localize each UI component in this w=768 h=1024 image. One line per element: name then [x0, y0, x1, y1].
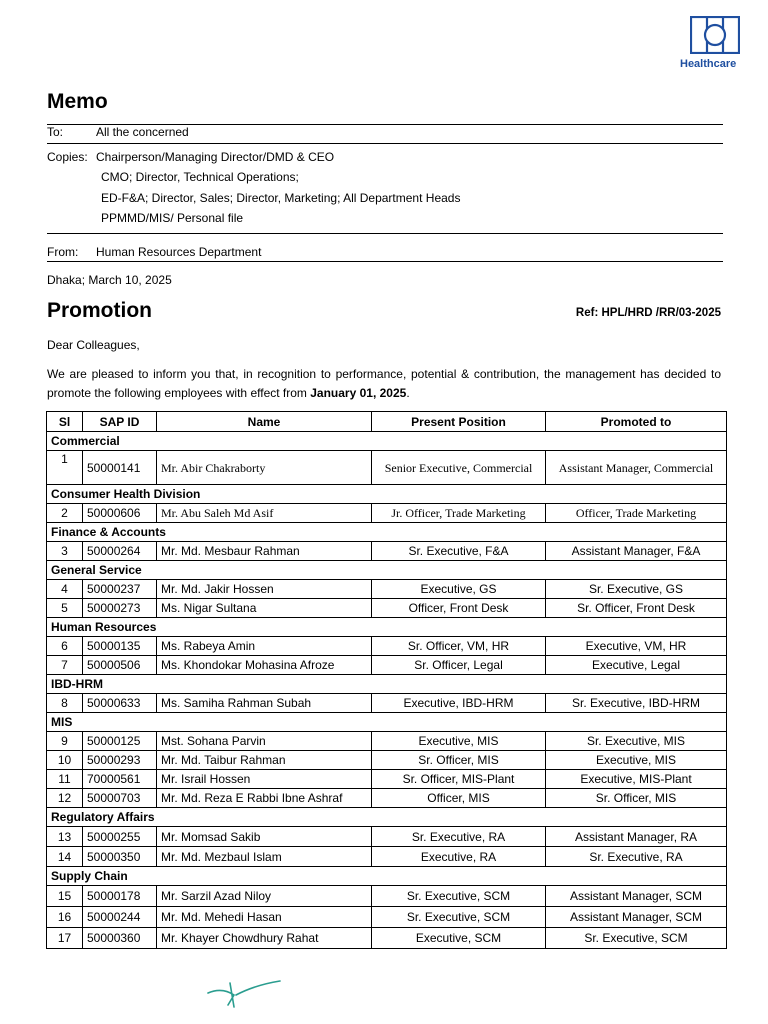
cell-sap-id: 50000125: [83, 732, 157, 751]
to-label: To:: [47, 125, 64, 139]
group-row: [47, 675, 727, 694]
copies-line: PPMMD/MIS/ Personal file: [101, 211, 244, 225]
cell-promoted-to: Executive, MIS: [546, 751, 727, 770]
table-row: [47, 907, 727, 928]
cell-present-position: Executive, IBD-HRM: [372, 694, 546, 713]
body-paragraph: [47, 365, 721, 403]
cell-sap-id: 50000606: [83, 504, 157, 523]
table-row: [47, 827, 727, 847]
group-label: Regulatory Affairs: [47, 808, 727, 827]
divider: [47, 143, 723, 144]
cell-sl: 15: [47, 886, 83, 907]
cell-present-position: Sr. Executive, SCM: [372, 886, 546, 907]
cell-promoted-to: Sr. Executive, GS: [546, 580, 727, 599]
group-row: [47, 561, 727, 580]
table-row: [47, 637, 727, 656]
header-promoted-to: Promoted to: [546, 412, 727, 432]
cell-name: Mr. Khayer Chowdhury Rahat: [157, 928, 372, 949]
cell-present-position: Sr. Executive, SCM: [372, 907, 546, 928]
cell-name: Mr. Abu Saleh Md Asif: [157, 504, 372, 523]
table-row: [47, 451, 727, 485]
header-sl: Sl: [47, 412, 83, 432]
reference-number: Ref: HPL/HRD /RR/03-2025: [575, 307, 721, 319]
cell-promoted-to: Sr. Executive, MIS: [546, 732, 727, 751]
cell-sl: 6: [47, 637, 83, 656]
memo-date: Dhaka; March 10, 2025: [47, 273, 172, 287]
cell-present-position: Executive, GS: [372, 580, 546, 599]
header-present-position: Present Position: [372, 412, 546, 432]
copies-label: Copies:: [47, 150, 88, 164]
cell-sap-id: 50000141: [83, 451, 157, 485]
signature-icon: [200, 975, 290, 1015]
copies-line: ED-F&A; Director, Sales; Director, Marketing; All Department Heads: [101, 191, 461, 205]
cell-name: Ms. Khondokar Mohasina Afroze: [157, 656, 372, 675]
body-end: .: [406, 386, 410, 400]
cell-present-position: Officer, Front Desk: [372, 599, 546, 618]
cell-name: Ms. Nigar Sultana: [157, 599, 372, 618]
cell-sl: 17: [47, 928, 83, 949]
cell-present-position: Senior Executive, Commercial: [372, 451, 546, 485]
table-row: [47, 580, 727, 599]
cell-present-position: Executive, MIS: [372, 732, 546, 751]
promotion-title: Promotion: [47, 299, 152, 322]
cell-sap-id: 50000178: [83, 886, 157, 907]
body-text: We are pleased to inform you that, in recognition to performance, potential & contribution, the management has decided to promote the following employees with effect from: [47, 367, 721, 400]
cell-name: Mr. Md. Reza E Rabbi Ibne Ashraf: [157, 789, 372, 808]
header-sap-id: SAP ID: [83, 412, 157, 432]
table-row: [47, 928, 727, 949]
cell-name: Mr. Sarzil Azad Niloy: [157, 886, 372, 907]
cell-sap-id: 50000244: [83, 907, 157, 928]
cell-name: Mst. Sohana Parvin: [157, 732, 372, 751]
group-label: Human Resources: [47, 618, 727, 637]
cell-present-position: Sr. Executive, F&A: [372, 542, 546, 561]
divider: [47, 233, 723, 234]
cell-sl: 13: [47, 827, 83, 847]
cell-sap-id: 50000350: [83, 847, 157, 867]
group-row: [47, 808, 727, 827]
cell-present-position: Sr. Officer, MIS: [372, 751, 546, 770]
table-row: [47, 886, 727, 907]
group-label: MIS: [47, 713, 727, 732]
group-row: [47, 523, 727, 542]
cell-sl: 2: [47, 504, 83, 523]
cell-promoted-to: Assistant Manager, SCM: [546, 886, 727, 907]
from-label: From:: [47, 245, 79, 259]
cell-sap-id: 50000703: [83, 789, 157, 808]
cell-promoted-to: Executive, Legal: [546, 656, 727, 675]
promotion-table: [46, 411, 727, 949]
cell-present-position: Officer, MIS: [372, 789, 546, 808]
cell-sl: 4: [47, 580, 83, 599]
cell-present-position: Sr. Officer, MIS-Plant: [372, 770, 546, 789]
group-row: [47, 713, 727, 732]
cell-promoted-to: Assistant Manager, SCM: [546, 907, 727, 928]
group-row: [47, 867, 727, 886]
cell-sl: 8: [47, 694, 83, 713]
cell-sl: 10: [47, 751, 83, 770]
cell-promoted-to: Officer, Trade Marketing: [546, 504, 727, 523]
cell-sl: 14: [47, 847, 83, 867]
cell-present-position: Sr. Officer, VM, HR: [372, 637, 546, 656]
cell-name: Mr. Momsad Sakib: [157, 827, 372, 847]
table-row: [47, 599, 727, 618]
cell-name: Ms. Samiha Rahman Subah: [157, 694, 372, 713]
cell-name: Mr. Md. Mehedi Hasan: [157, 907, 372, 928]
cell-name: Mr. Md. Mesbaur Rahman: [157, 542, 372, 561]
from-value: Human Resources Department: [96, 245, 262, 259]
cell-name: Mr. Abir Chakraborty: [157, 451, 372, 485]
cell-present-position: Sr. Officer, Legal: [372, 656, 546, 675]
cell-name: Mr. Md. Taibur Rahman: [157, 751, 372, 770]
cell-name: Mr. Md. Mezbaul Islam: [157, 847, 372, 867]
cell-sap-id: 50000255: [83, 827, 157, 847]
header-name: Name: [157, 412, 372, 432]
cell-present-position: Executive, SCM: [372, 928, 546, 949]
group-label: Finance & Accounts: [47, 523, 727, 542]
cell-promoted-to: Sr. Executive, RA: [546, 847, 727, 867]
table-row: [47, 694, 727, 713]
table-row: [47, 542, 727, 561]
to-value: All the concerned: [96, 125, 189, 139]
cell-present-position: Sr. Executive, RA: [372, 827, 546, 847]
effective-date: January 01, 2025: [310, 386, 407, 400]
cell-promoted-to: Executive, VM, HR: [546, 637, 727, 656]
healthcare-logo-icon: [690, 16, 740, 54]
table-row: [47, 789, 727, 808]
copies-line: CMO; Director, Technical Operations;: [101, 170, 299, 184]
cell-promoted-to: Sr. Executive, SCM: [546, 928, 727, 949]
table-header-row: [47, 412, 727, 432]
cell-sl: 9: [47, 732, 83, 751]
cell-sap-id: 50000293: [83, 751, 157, 770]
cell-promoted-to: Sr. Officer, MIS: [546, 789, 727, 808]
cell-sap-id: 50000633: [83, 694, 157, 713]
group-label: IBD-HRM: [47, 675, 727, 694]
cell-sap-id: 70000561: [83, 770, 157, 789]
group-row: [47, 618, 727, 637]
table-row: [47, 656, 727, 675]
copies-line: Chairperson/Managing Director/DMD & CEO: [96, 150, 335, 164]
group-label: Commercial: [47, 432, 727, 451]
cell-sap-id: 50000506: [83, 656, 157, 675]
cell-sl: 16: [47, 907, 83, 928]
group-row: [47, 485, 727, 504]
cell-sl: 11: [47, 770, 83, 789]
group-label: General Service: [47, 561, 727, 580]
memo-title: Memo: [47, 90, 108, 113]
group-row: [47, 432, 727, 451]
table-row: [47, 770, 727, 789]
salutation: Dear Colleagues,: [47, 338, 140, 352]
cell-promoted-to: Sr. Officer, Front Desk: [546, 599, 727, 618]
cell-promoted-to: Executive, MIS-Plant: [546, 770, 727, 789]
cell-name: Mr. Israil Hossen: [157, 770, 372, 789]
cell-sl: 1: [47, 451, 83, 485]
table-row: [47, 732, 727, 751]
table-row: [47, 847, 727, 867]
cell-promoted-to: Assistant Manager, Commercial: [546, 451, 727, 485]
logo-text: Healthcare: [680, 58, 737, 70]
cell-sl: 5: [47, 599, 83, 618]
cell-sl: 12: [47, 789, 83, 808]
table-row: [47, 751, 727, 770]
group-label: Supply Chain: [47, 867, 727, 886]
cell-sap-id: 50000273: [83, 599, 157, 618]
table-row: [47, 504, 727, 523]
cell-promoted-to: Assistant Manager, F&A: [546, 542, 727, 561]
cell-promoted-to: Assistant Manager, RA: [546, 827, 727, 847]
cell-promoted-to: Sr. Executive, IBD-HRM: [546, 694, 727, 713]
cell-sap-id: 50000237: [83, 580, 157, 599]
cell-name: Mr. Md. Jakir Hossen: [157, 580, 372, 599]
cell-sap-id: 50000360: [83, 928, 157, 949]
cell-present-position: Jr. Officer, Trade Marketing: [372, 504, 546, 523]
cell-sl: 7: [47, 656, 83, 675]
cell-sap-id: 50000264: [83, 542, 157, 561]
divider: [47, 261, 723, 262]
cell-sl: 3: [47, 542, 83, 561]
table-body: [47, 432, 727, 949]
cell-present-position: Executive, RA: [372, 847, 546, 867]
cell-sap-id: 50000135: [83, 637, 157, 656]
group-label: Consumer Health Division: [47, 485, 727, 504]
cell-name: Ms. Rabeya Amin: [157, 637, 372, 656]
